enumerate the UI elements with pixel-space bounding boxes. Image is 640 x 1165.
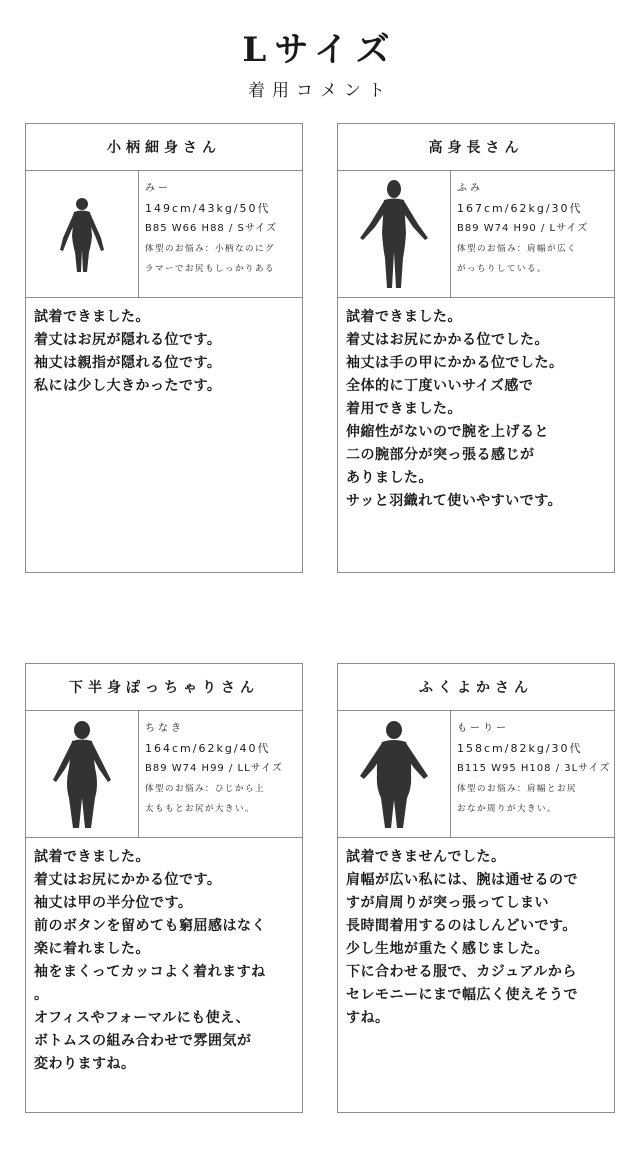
card-info bbox=[26, 711, 302, 838]
model-worry-line: 体型のお悩み：小柄なのにグ bbox=[145, 244, 276, 254]
model-name: みー bbox=[145, 183, 171, 194]
card-title: 小柄細身さん bbox=[26, 124, 302, 171]
body-silhouette-icon bbox=[338, 711, 451, 837]
comment-line: 長時間着用するのはしんどいです。 bbox=[346, 918, 577, 934]
model-worry-line: 体型のお悩み：肩幅とお尻 bbox=[457, 784, 578, 794]
comment-line: 少し生地が重たく感じました。 bbox=[346, 941, 549, 957]
comment-line: 試着できました。 bbox=[346, 309, 462, 325]
body-silhouette-icon bbox=[26, 711, 139, 837]
model-name: ちなき bbox=[145, 723, 184, 734]
comment-line: 試着できませんでした。 bbox=[346, 849, 506, 865]
comment-line: 袖丈は親指が隠れる位です。 bbox=[34, 355, 222, 371]
review-card-tall bbox=[337, 123, 615, 573]
review-card-petite bbox=[25, 123, 303, 573]
comment-line: 。 bbox=[34, 987, 49, 1003]
comment-line: 二の腕部分が突っ張る感じが bbox=[346, 447, 535, 463]
comment-line: 全体的に丁度いいサイズ感で bbox=[346, 378, 534, 394]
comment-line: 伸縮性がないので腕を上げると bbox=[346, 424, 549, 440]
comment-line: すが肩周りが突っ張ってしまい bbox=[346, 895, 549, 911]
comment-line: 下に合わせる服で、カジュアルから bbox=[346, 964, 577, 980]
comment-line: 前のボタンを留めても窮屈感はなく bbox=[34, 918, 266, 934]
model-name: ふみ bbox=[457, 183, 483, 194]
comment-text bbox=[26, 838, 302, 1084]
model-worry-line: ラマーでお尻もしっかりある bbox=[145, 264, 276, 274]
comment-text bbox=[338, 298, 614, 521]
model-details bbox=[139, 711, 302, 837]
model-worry-line: おなか周りが大きい。 bbox=[457, 804, 558, 814]
comment-text bbox=[338, 838, 614, 1038]
page-title: Lサイズ bbox=[242, 30, 398, 70]
comment-line: ボトムスの組み合わせで雰囲気が bbox=[34, 1033, 252, 1049]
model-sizes: B89 W74 H99 / LLサイズ bbox=[145, 763, 283, 774]
card-info bbox=[26, 171, 302, 298]
model-sizes: B89 W74 H90 / Lサイズ bbox=[457, 223, 589, 234]
body-silhouette-icon bbox=[338, 171, 451, 297]
comment-line: ありました。 bbox=[346, 470, 433, 486]
comment-line: 着用できました。 bbox=[346, 401, 462, 417]
page-subtitle: 着用コメント bbox=[248, 81, 392, 101]
comment-line: 試着できました。 bbox=[34, 309, 150, 325]
model-sizes: B85 W66 H88 / Sサイズ bbox=[145, 223, 278, 234]
comment-line: すね。 bbox=[346, 1010, 390, 1026]
model-details bbox=[451, 171, 614, 297]
model-worry-line: 太ももとお尻が大きい。 bbox=[145, 804, 256, 814]
card-title: ふくよかさん bbox=[338, 664, 614, 711]
model-sizes: B115 W95 H108 / 3Lサイズ bbox=[457, 763, 611, 774]
comment-line: 着丈はお尻にかかる位です。 bbox=[34, 872, 222, 888]
body-silhouette-icon bbox=[26, 171, 139, 297]
card-title: 下半身ぽっちゃりさん bbox=[26, 664, 302, 711]
model-worry-line: 体型のお悩み：肩幅が広く bbox=[457, 244, 578, 254]
review-card-plump bbox=[337, 663, 615, 1113]
comment-line: 楽に着れました。 bbox=[34, 941, 150, 957]
comment-line: 試着できました。 bbox=[34, 849, 150, 865]
model-stats: 167cm/62kg/30代 bbox=[457, 202, 583, 215]
comment-line: オフィスやフォーマルにも使え、 bbox=[34, 1010, 251, 1026]
comment-line: 着丈はお尻が隠れる位です。 bbox=[34, 332, 222, 348]
comment-line: サッと羽織れて使いやすいです。 bbox=[346, 493, 563, 509]
card-title: 高身長さん bbox=[338, 124, 614, 171]
model-name: もーりー bbox=[457, 723, 509, 734]
model-worry-line: がっちりしている。 bbox=[457, 264, 548, 274]
card-info bbox=[338, 171, 614, 298]
model-stats: 158cm/82kg/30代 bbox=[457, 742, 583, 755]
comment-line: 肩幅が広い私には、腕は通せるので bbox=[346, 872, 578, 888]
card-info bbox=[338, 711, 614, 838]
model-stats: 149cm/43kg/50代 bbox=[145, 202, 271, 215]
comment-line: 私には少し大きかったです。 bbox=[34, 378, 222, 394]
model-worry-line: 体型のお悩み：ひじから上 bbox=[145, 784, 266, 794]
model-stats: 164cm/62kg/40代 bbox=[145, 742, 271, 755]
comment-line: セレモニーにまで幅広く使えそうで bbox=[346, 987, 578, 1003]
model-details bbox=[139, 171, 302, 297]
model-details bbox=[451, 711, 614, 837]
review-card-pear bbox=[25, 663, 303, 1113]
comment-line: 変わりますね。 bbox=[34, 1056, 136, 1072]
comment-line: 袖をまくってカッコよく着れますね bbox=[34, 964, 266, 980]
comment-line: 袖丈は甲の半分位です。 bbox=[34, 895, 193, 911]
comment-text bbox=[26, 298, 302, 406]
comment-line: 袖丈は手の甲にかかる位でした。 bbox=[346, 355, 564, 371]
comment-line: 着丈はお尻にかかる位でした。 bbox=[346, 332, 549, 348]
